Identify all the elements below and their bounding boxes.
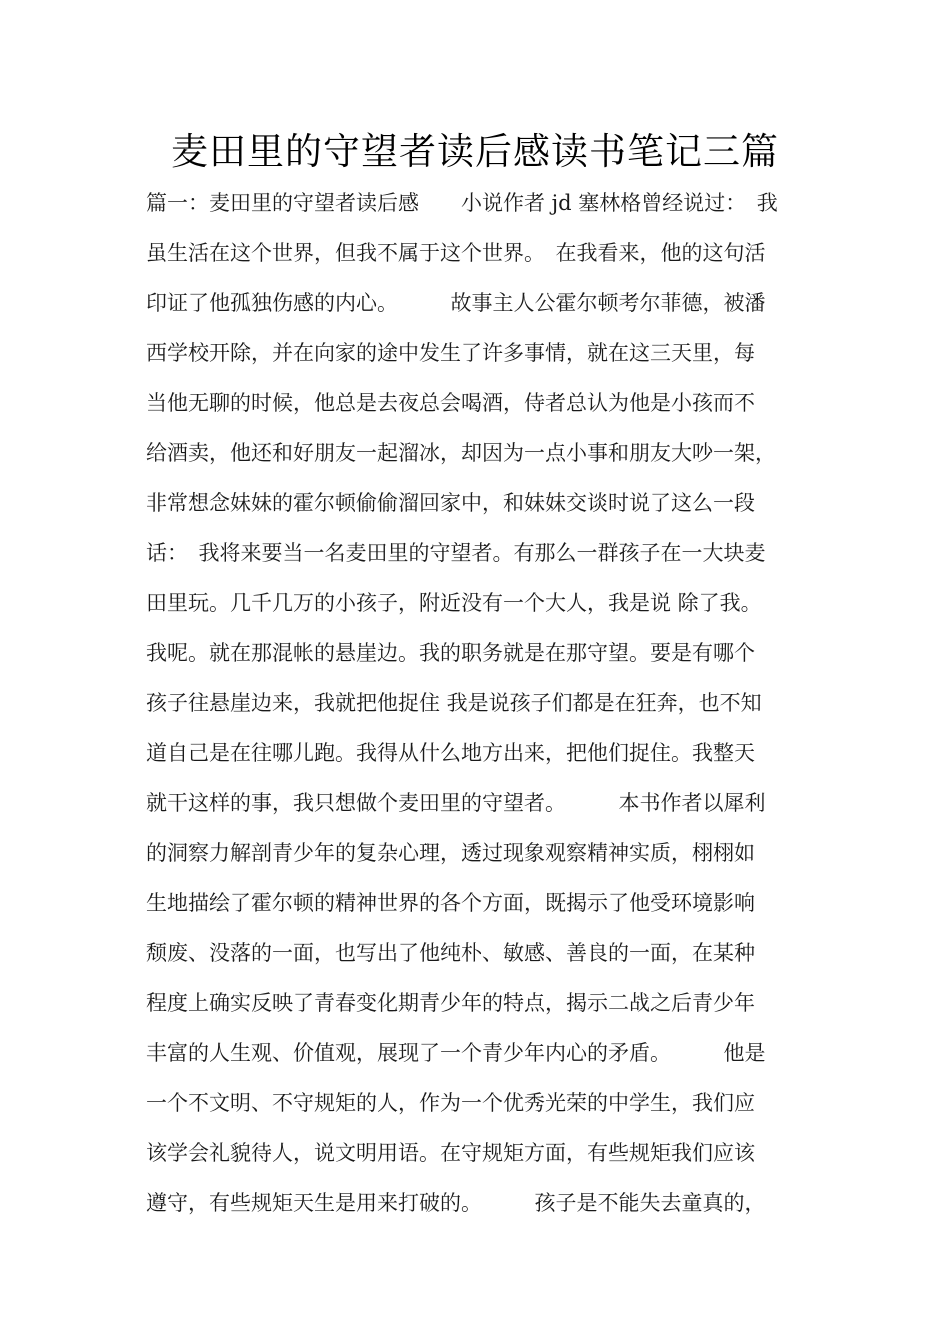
body-line: 一个不文明、不守规矩的人，作为一个优秀光荣的中学生，我们应 — [146, 1091, 755, 1115]
body-line: 颓废、没落的一面，也写出了他纯朴、敏感、善良的一面，在某种 — [146, 941, 755, 965]
body-line: 该学会礼貌待人，说文明用语。在守规矩方面，有些规矩我们应该 — [146, 1141, 755, 1165]
body-line: 给酒卖，他还和好朋友一起溜冰，却因为一点小事和朋友大吵一架， — [146, 441, 776, 465]
body-line: 当他无聊的时候，他总是去夜总会喝酒，侍者总认为他是小孩而不 — [146, 391, 755, 415]
body-line: 遵守，有些规矩天生是用来打破的。 孩子是不能失去童真的， — [146, 1191, 766, 1215]
body-line: 就干这样的事，我只想做个麦田里的守望者。 本书作者以犀利 — [146, 791, 766, 815]
document-body — [146, 178, 826, 1228]
document-title: 麦田里的守望者读后感读书笔记三篇 — [171, 130, 779, 173]
body-line: 生地描绘了霍尔顿的精神世界的各个方面，既揭示了他受环境影响 — [146, 891, 755, 915]
body-line: 丰富的人生观、价值观，展现了一个青少年内心的矛盾。 他是 — [146, 1041, 766, 1065]
body-line: 田里玩。几千几万的小孩子，附近没有一个大人，我是说 除了我。 — [146, 591, 762, 615]
body-line: 印证了他孤独伤感的内心。 故事主人公霍尔顿考尔菲德，被潘 — [146, 291, 766, 315]
body-line: 程度上确实反映了青春变化期青少年的特点，揭示二战之后青少年 — [146, 991, 755, 1015]
body-line: 道自己是在往哪儿跑。我得从什么地方出来，把他们捉住。我整天 — [146, 741, 755, 765]
body-line: 的洞察力解剖青少年的复杂心理，透过现象观察精神实质，栩栩如 — [146, 841, 755, 865]
body-line: 孩子往悬崖边来，我就把他捉住 我是说孩子们都是在狂奔，也不知 — [146, 691, 762, 715]
body-line: 篇一：麦田里的守望者读后感 小说作者 jd 塞林格曾经说过： 我 — [146, 191, 778, 215]
body-line: 虽生活在这个世界，但我不属于这个世界。 在我看来，他的这句活 — [146, 241, 766, 265]
body-line: 话： 我将来要当一名麦田里的守望者。有那么一群孩子在一大块麦 — [146, 541, 766, 565]
body-line: 西学校开除，并在向家的途中发生了许多事情，就在这三天里，每 — [146, 341, 755, 365]
body-line: 我呢。就在那混帐的悬崖边。我的职务就是在那守望。要是有哪个 — [146, 641, 755, 665]
body-line: 非常想念妹妹的霍尔顿偷偷溜回家中，和妹妹交谈时说了这么一段 — [146, 491, 755, 515]
